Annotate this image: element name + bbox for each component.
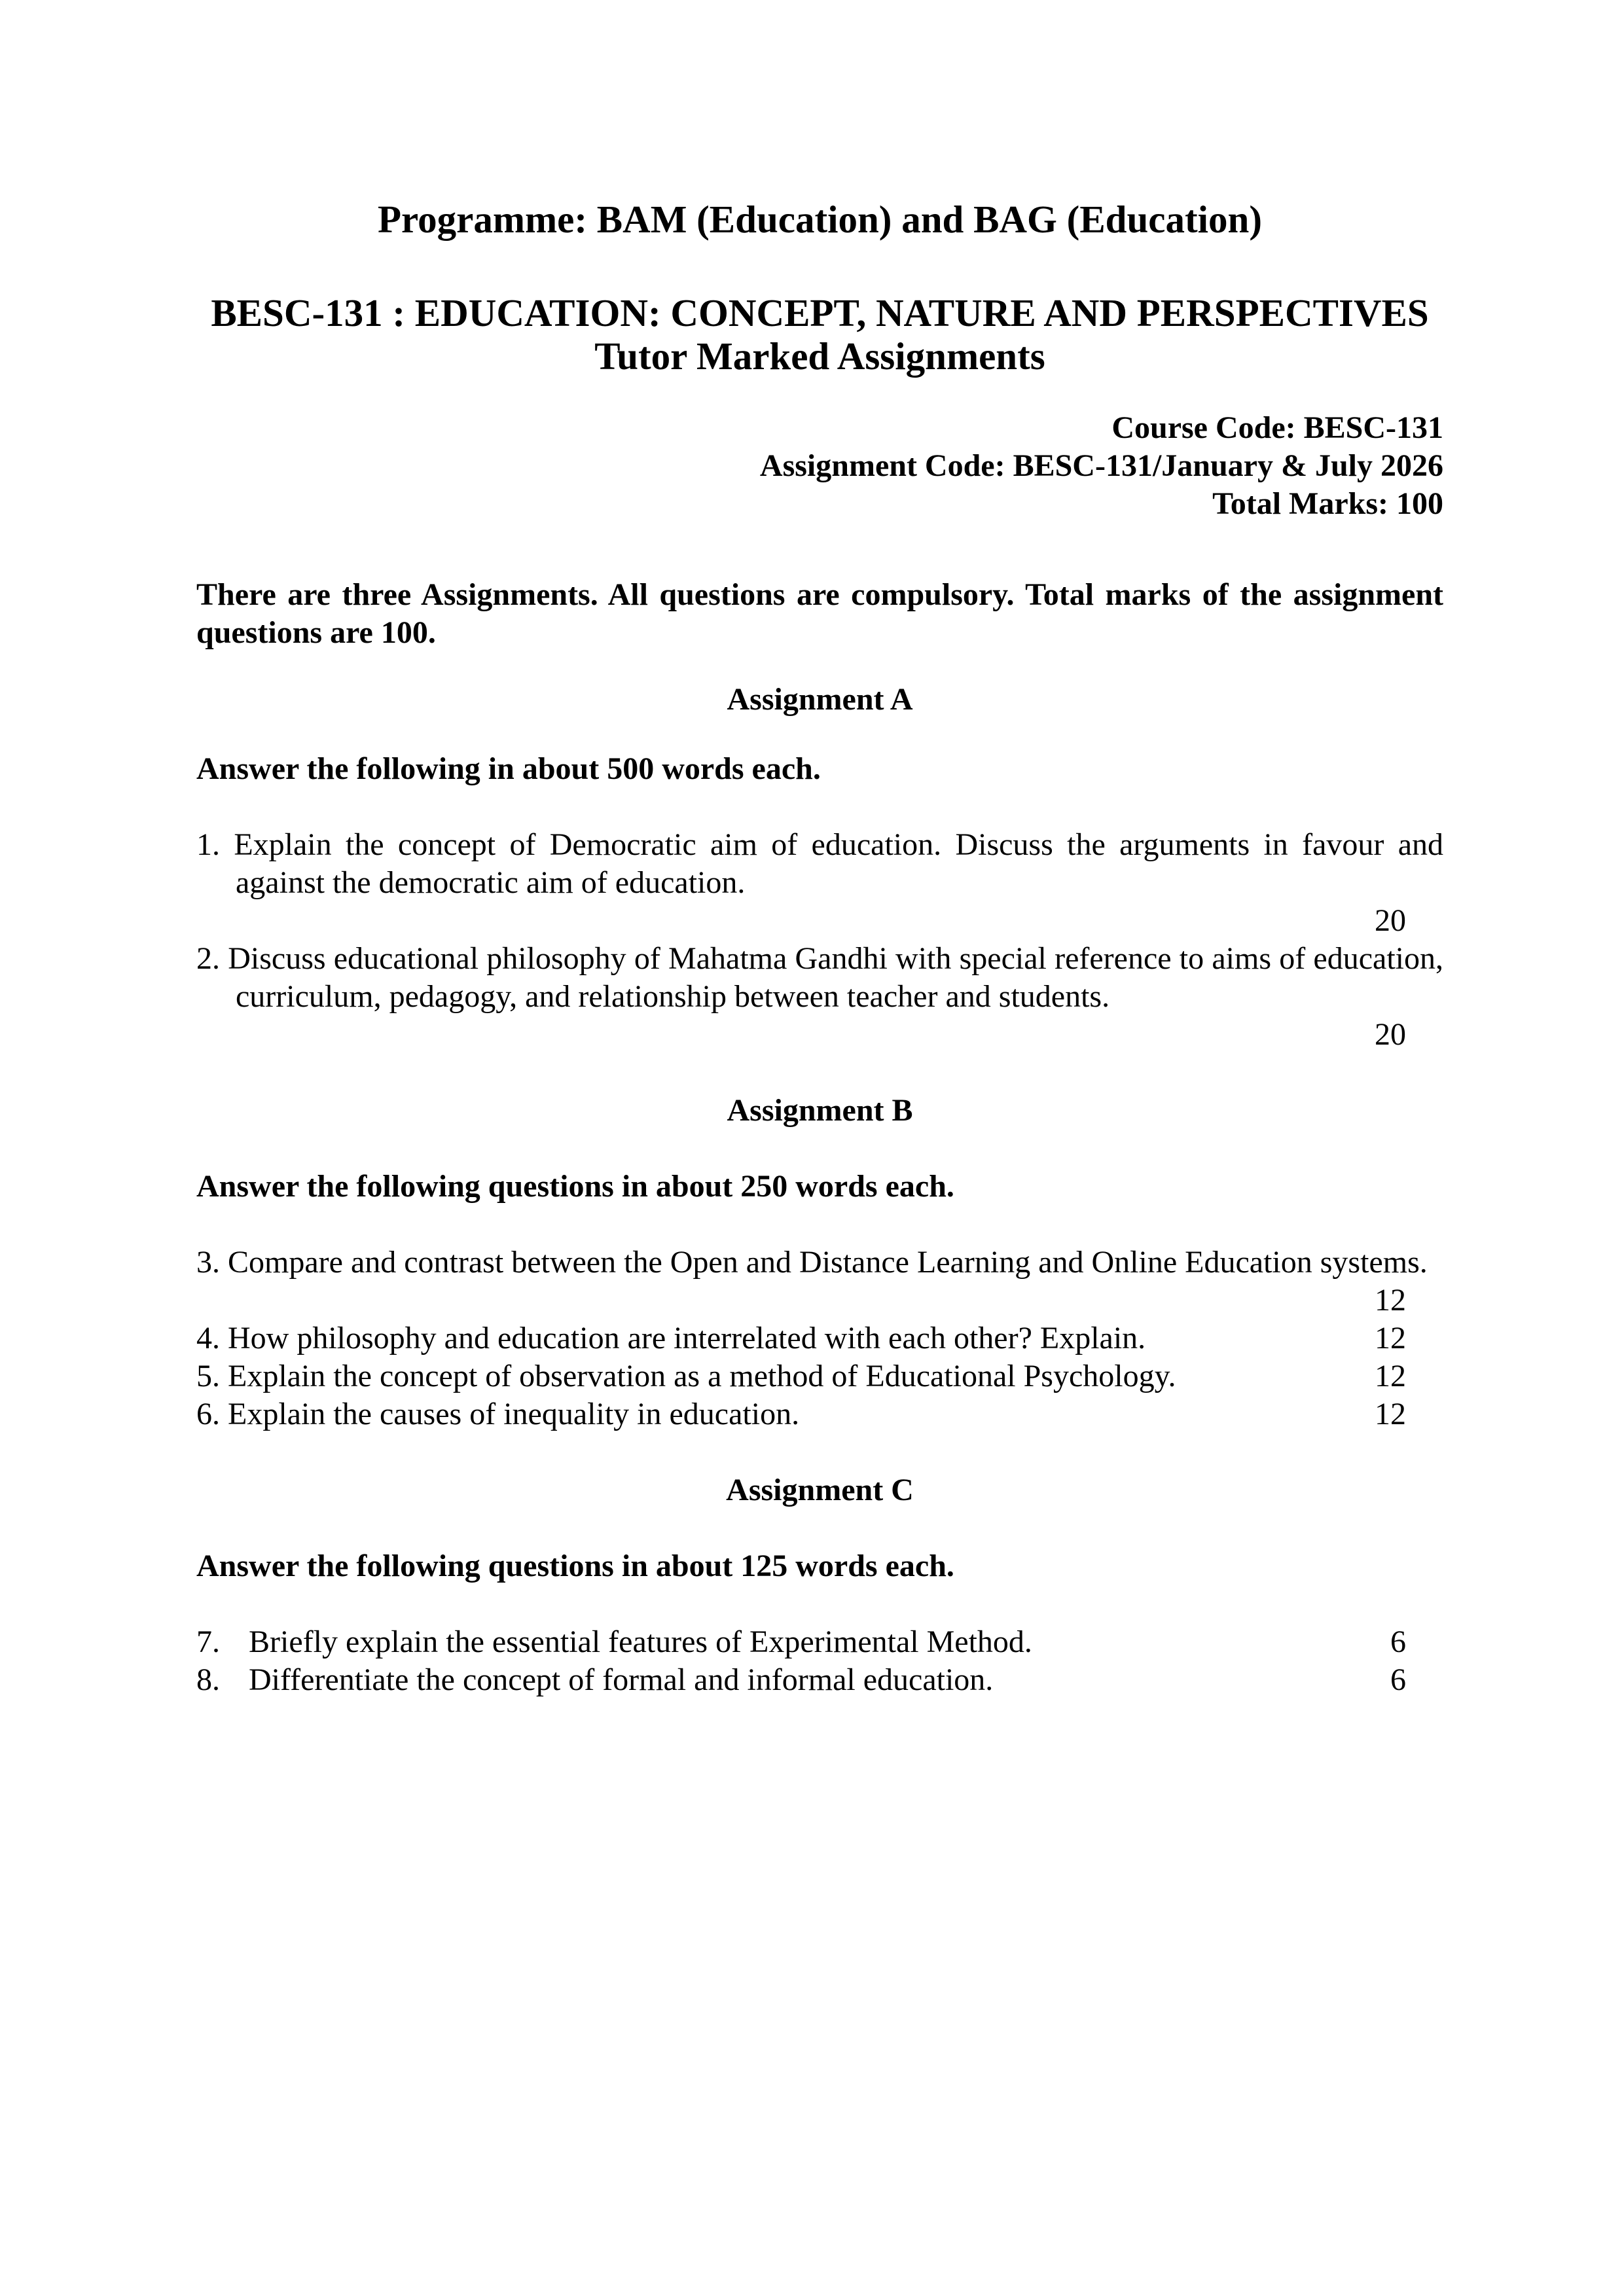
document-subtitle: Tutor Marked Assignments [594,334,1045,378]
question-8-marks: 6 [1390,1662,1406,1697]
course-title: BESC-131 : EDUCATION: CONCEPT, NATURE AND PERSPECTIVES [211,291,1429,334]
section-heading-a: Assignment A [727,682,913,717]
question-4 [196,1319,1443,1357]
question-4-text: How philosophy and education are interrelated with each other? Explain. [228,1321,1146,1355]
assignment-code: Assignment Code: BESC-131/January & July 2026 [759,448,1443,483]
question-4-marks: 12 [1375,1321,1406,1355]
question-5-body [196,1357,1375,1395]
question-1-text: Explain the concept of Democratic aim of education. Discuss the arguments in favour and against the democratic aim of education. [234,827,1444,900]
question-8 [196,1661,1443,1699]
total-marks: Total Marks: 100 [1212,486,1443,521]
question-7-number: 7. [196,1624,220,1659]
question-3-text: Compare and contrast between the Open and Distance Learning and Online Education systems. [228,1245,1428,1280]
question-1-marks: 20 [1375,903,1406,938]
code-block [196,409,1443,523]
question-4-number: 4. [196,1321,220,1355]
question-2-text: Discuss educational philosophy of Mahatma Gandhi with special reference to aims of education, curriculum, pedagogy, and relationship between teacher and students. [228,941,1444,1014]
instruction-c: Answer the following questions in about 125 words each. [196,1549,954,1583]
question-5-marks: 12 [1375,1359,1406,1393]
question-5 [196,1357,1443,1395]
question-4-body [196,1319,1375,1357]
question-2 [196,940,1443,1016]
section-heading-b: Assignment B [727,1093,913,1128]
question-3-number: 3. [196,1245,220,1280]
course-title-block [196,291,1443,378]
question-6-body [196,1395,1375,1433]
question-7-marks: 6 [1390,1624,1406,1659]
question-8-number: 8. [196,1662,220,1697]
question-6-text: Explain the causes of inequality in education. [228,1397,800,1431]
question-6-number: 6. [196,1397,220,1431]
question-8-text: Differentiate the concept of formal and informal education. [249,1662,994,1697]
question-2-number: 2. [196,941,220,976]
question-7-text: Briefly explain the essential features of Experimental Method. [249,1624,1032,1659]
question-7-body [196,1623,1390,1661]
question-3 [196,1244,1443,1282]
question-5-number: 5. [196,1359,220,1393]
question-1 [196,826,1443,902]
question-7 [196,1623,1443,1661]
question-8-body [196,1661,1390,1699]
question-6 [196,1395,1443,1433]
question-1-number: 1. [196,827,220,862]
question-6-marks: 12 [1375,1397,1406,1431]
question-2-marks: 20 [1375,1017,1406,1052]
programme-title: Programme: BAM (Education) and BAG (Education) [378,198,1262,241]
instruction-b: Answer the following questions in about 250 words each. [196,1169,954,1204]
question-5-text: Explain the concept of observation as a method of Educational Psychology. [228,1359,1176,1393]
instruction-a: Answer the following in about 500 words each. [196,751,821,786]
course-code: Course Code: BESC-131 [1111,410,1443,445]
section-heading-c: Assignment C [726,1473,914,1507]
question-3-marks: 12 [1375,1283,1406,1318]
intro-paragraph: There are three Assignments. All questions are compulsory. Total marks of the assignment questions are 100. [196,577,1443,650]
